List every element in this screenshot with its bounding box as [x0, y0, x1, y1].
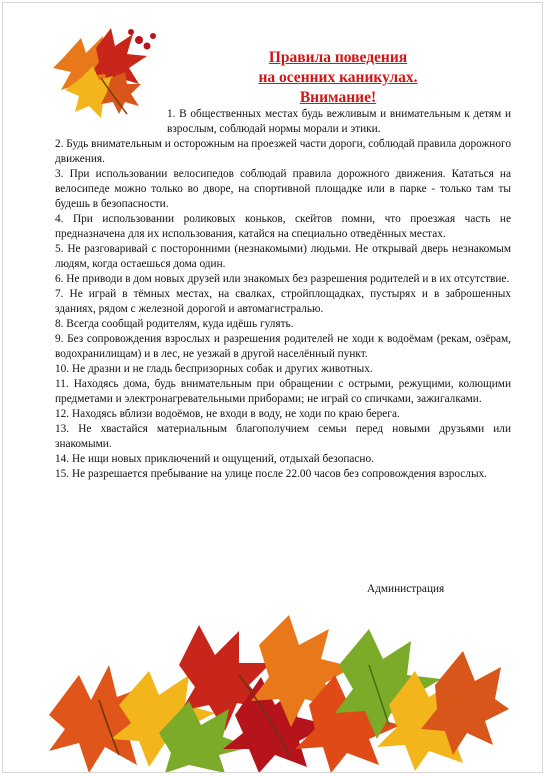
rule-item: 15. Не разрешается пребывание на улице после 22.00 часов без сопровождения взрослых.	[55, 468, 488, 480]
rule-item: 8. Всегда сообщай родителям, куда идёшь гулять.	[55, 318, 294, 330]
rule-item: 4. При использовании роликовых коньков, скейтов помни, что проезжая часть не предназначена для их использования, катайся на специально отведённых местах.	[55, 213, 511, 240]
autumn-leaves-bottom-decoration	[39, 605, 509, 773]
rule-item: 7. Не играй в тёмных местах, на свалках, стройплощадках, пустырях и в заброшенных зданиях, рядом с железной дорогой и автомагистралью.	[55, 288, 511, 315]
document-page	[2, 2, 543, 773]
title-line-2: на осенних каникулах.	[258, 69, 418, 86]
rule-item: 5. Не разговаривай с посторонними (незнакомыми) людьми. Не открывай дверь незнакомым людям, когда остаешься дома один.	[55, 243, 511, 270]
rule-item: 9. Без сопровождения взрослых и разрешения родителей не ходи к водоёмам (рекам, озёрам, водохранилищам) и в лес, не уезжай в другой населённый пункт.	[55, 333, 511, 360]
rule-item: 3. При использовании велосипедов соблюдай правила дорожного движения. Кататься на велосипеде можно только во дворе, на спортивной площадке или в парке - только там ты будешь в безопасности.	[55, 168, 511, 210]
rule-item: 6. Не приводи в дом новых друзей или знакомых без разрешения родителей и в их отсутствие.	[55, 273, 510, 285]
rule-item: 13. Не хвастайся материальным благополучием семьи перед новыми друзьями или знакомыми.	[55, 423, 511, 450]
rule-item: 12. Находясь вблизи водоёмов, не входи в воду, не ходи по краю берега.	[55, 408, 400, 420]
rule-item: 10. Не дразни и не гладь беспризорных собак и других животных.	[55, 363, 373, 375]
rules-list	[55, 107, 511, 482]
title-line-1: Правила поведения	[268, 49, 408, 66]
signature-administration: Администрация	[367, 583, 445, 595]
rule-item: 1. В общественных местах будь вежливым и внимательным к детям и взрослым, соблюдай нормы морали и этики.	[167, 108, 511, 135]
title-line-3: Внимание!	[299, 89, 377, 106]
rule-item: 2. Будь внимательным и осторожным на проезжей части дороги, соблюдай правила дорожного движения.	[55, 138, 512, 165]
page-title	[203, 48, 473, 108]
rule-item: 11. Находясь дома, будь внимательным при обращении с острыми, режущими, колющими предметами и электронагревательными приборами; не играй со спичками, зажигалками.	[55, 378, 511, 405]
rule-item: 14. Не ищи новых приключений и ощущений, отдыхай безопасно.	[55, 453, 374, 465]
